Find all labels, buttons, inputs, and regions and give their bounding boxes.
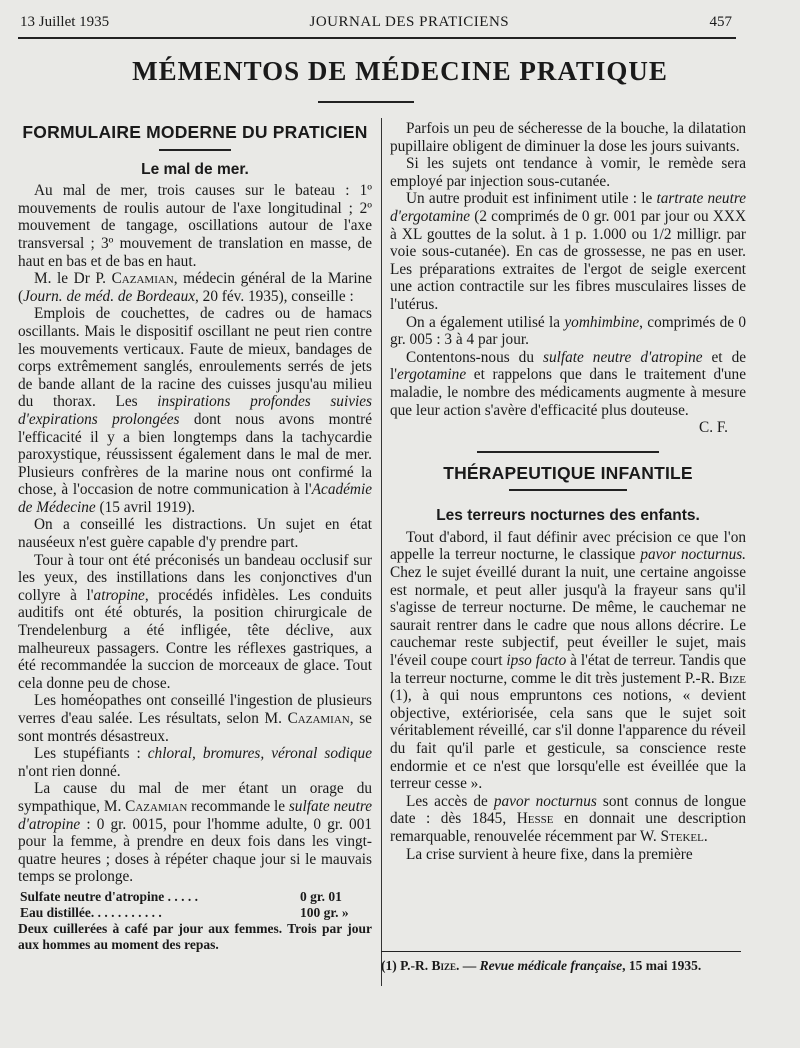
- article-title-terreurs: Les terreurs nocturnes des enfants.: [436, 507, 700, 525]
- header-rule: [18, 37, 736, 39]
- section-rule: [159, 149, 231, 151]
- page-number: 457: [709, 14, 732, 30]
- column-separator: [381, 118, 382, 986]
- prescription-note: Deux cuillerées à café par jour aux femmes. Trois par jour aux hommes au moment des repas.: [18, 920, 372, 952]
- paragraph: Contentons-nous du sulfate neutre d'atropine et de l'ergotamine et rappelons que dans le traitement d'une maladie, le nombre des médicaments augmente à mesure que leur action s'avère d'efficacité plus douteuse.: [390, 348, 747, 419]
- prescription-line: Sulfate neutre d'atropine . . . . . 0 gr. 01: [20, 888, 342, 904]
- prescription: [18, 889, 372, 921]
- issue-date: 13 Juillet 1935: [20, 14, 110, 30]
- paragraph: On a également utilisé la yomhimbine, comprimés de 0 gr. 005 : 3 à 4 par jour.: [390, 313, 746, 349]
- paragraph: Les accès de pavor nocturnus sont connus de longue date : dès 1845, Hesse en donnait une description remarquable, renouvelée récemment par W. Stekel.: [390, 792, 747, 845]
- paragraph: Tout d'abord, il faut définir avec précision ce que l'on appelle la terreur nocturne, le classique pavor nocturnus. Chez le sujet éveillé durant la nuit, une certaine angoisse est normale, et peut aller jusqu'à la frayeur sans qu'il s'agisse de terreur nocturne. De même, le cauchemar ne saurait rentrer dans le cadre que nous allons décrire. Le cauchemar reste subjectif, peut éveiller le sujet, mais l'éveil coupe court ipso facto à l'état de terreur. Tandis que la terreur nocturne, comme le dit très justement P.-R. Bize (1), à qui nous empruntons ces notions, « devient objective, extériorisée, cela sans que le sujet soit véritablement réveillé, car s'il donne l'apparence du réveil du fait qu'il parle et gesticule, sa conscience reste endormie et ce n'est que lorsqu'elle est éveillée que la terreur cesse ».: [390, 528, 746, 793]
- paragraph: Tour à tour ont été préconisés un bandeau occlusif sur les yeux, des instillations dans les conjonctives d'un collyre à l'atropine, procédés infidèles. Les conduits auditifs ont été obturés, la position chirurgicale de Trendelenburg a été infligée, tête déclive, aux malheureux passagers. Contre les réflexes gastriques, a été recommandée la succion de morceaux de glace. Tout cela donne peu de chose.: [18, 551, 372, 692]
- prescription-line: Eau distillée. . . . . . . . . . . 100 gr. »: [20, 904, 349, 920]
- footnote: (1) P.-R. Bize. — Revue médicale française, 15 mai 1935.: [381, 958, 702, 973]
- paragraph: Au mal de mer, trois causes sur le bateau : 1º mouvements de roulis autour de l'axe longitudinal ; 2º mouvement de tangage, oscillations autour de l'axe transversal ; 3º mouvement de translation en masse, de haut en bas et de bas en haut.: [18, 182, 372, 270]
- page-title: MÉMENTOS DE MÉDECINE PRATIQUE: [132, 56, 668, 86]
- paragraph: La crise survient à heure fixe, dans la première: [406, 845, 693, 863]
- section-heading-therapeutique: THÉRAPEUTIQUE INFANTILE: [443, 462, 693, 483]
- paragraph: Emplois de couchettes, de cadres ou de hamacs oscillants. Mais le dispositif oscillant ne peut rien contre les mouvements verticaux. Faute de mieux, bandages de corps extrêmement sanglés, enroulements serrés de jets de bande allant de la racine des cuisses jusqu'au milieu du thorax. Les inspirations profondes suivies d'expirations prolongées dont nous avons montré l'efficacité il y a bien longtemps dans la tachycardie paroxystique, réussissent également dans le mal de mer. Plusieurs confrères de la marine nous ont confirmé la chose, à l'occasion de notre communication à l'Académie de Médecine (15 avril 1919).: [18, 305, 372, 516]
- footnote-rule: [381, 951, 741, 952]
- section-rule: [509, 489, 627, 491]
- title-rule: [318, 101, 414, 103]
- section-heading-formulaire: FORMULAIRE MODERNE DU PRATICIEN: [22, 122, 368, 142]
- paragraph: Les stupéfiants : chloral, bromures, véronal sodique n'ont rien donné.: [18, 745, 372, 780]
- right-column: [390, 120, 746, 863]
- paragraph: M. le Dr P. Cazamian, médecin général de la Marine (Journ. de méd. de Bordeaux, 20 fév. 1935), conseille :: [18, 270, 373, 305]
- journal-name: JOURNAL DES PRATICIENS: [309, 14, 510, 30]
- author-signature-line: [390, 419, 746, 437]
- paragraph: La cause du mal de mer étant un orage du sympathique, M. Cazamian recommande le sulfate neutre d'atropine : 0 gr. 0015, pour l'homme adulte, 0 gr. 001 pour la femme, à prendre en deux fois dans les vingt-quatre heures ; doses à répéter chaque jour si le mauvais temps se prolonge.: [18, 780, 373, 886]
- left-column: [18, 118, 372, 953]
- section-divider: [477, 451, 659, 453]
- paragraph: Parfois un peu de sécheresse de la bouche, la dilatation pupillaire obligent de diminuer la dose les jours suivants.: [390, 120, 746, 155]
- paragraph: Les homéopathes ont conseillé l'ingestion de plusieurs verres d'eau salée. Les résultats, selon M. Cazamian, se sont montrés désastreux.: [18, 692, 372, 745]
- article-title-mal-de-mer: Le mal de mer.: [141, 160, 249, 178]
- paragraph: Un autre produit est infiniment utile : le tartrate neutre d'ergotamine (2 comprimés de 0 gr. 001 par jour ou XXX à XL gouttes de la solut. à 1 p. 1.000 ou 1/2 milligr. par voie sous-cutanée). En cas de grossesse, ne pas en user. Les préparations extraites de l'ergot de seigle exercent une action contractile sur les fibres musculaires lisses de l'utérus.: [390, 190, 747, 313]
- paragraph: On a conseillé les distractions. Un sujet en état nauséeux n'est guère capable d'y prendre part.: [18, 516, 372, 552]
- author-signature: C. F.: [699, 419, 728, 437]
- paragraph: Si les sujets ont tendance à vomir, le remède sera employé par injection sous-cutanée.: [390, 155, 746, 190]
- running-header: [20, 14, 732, 31]
